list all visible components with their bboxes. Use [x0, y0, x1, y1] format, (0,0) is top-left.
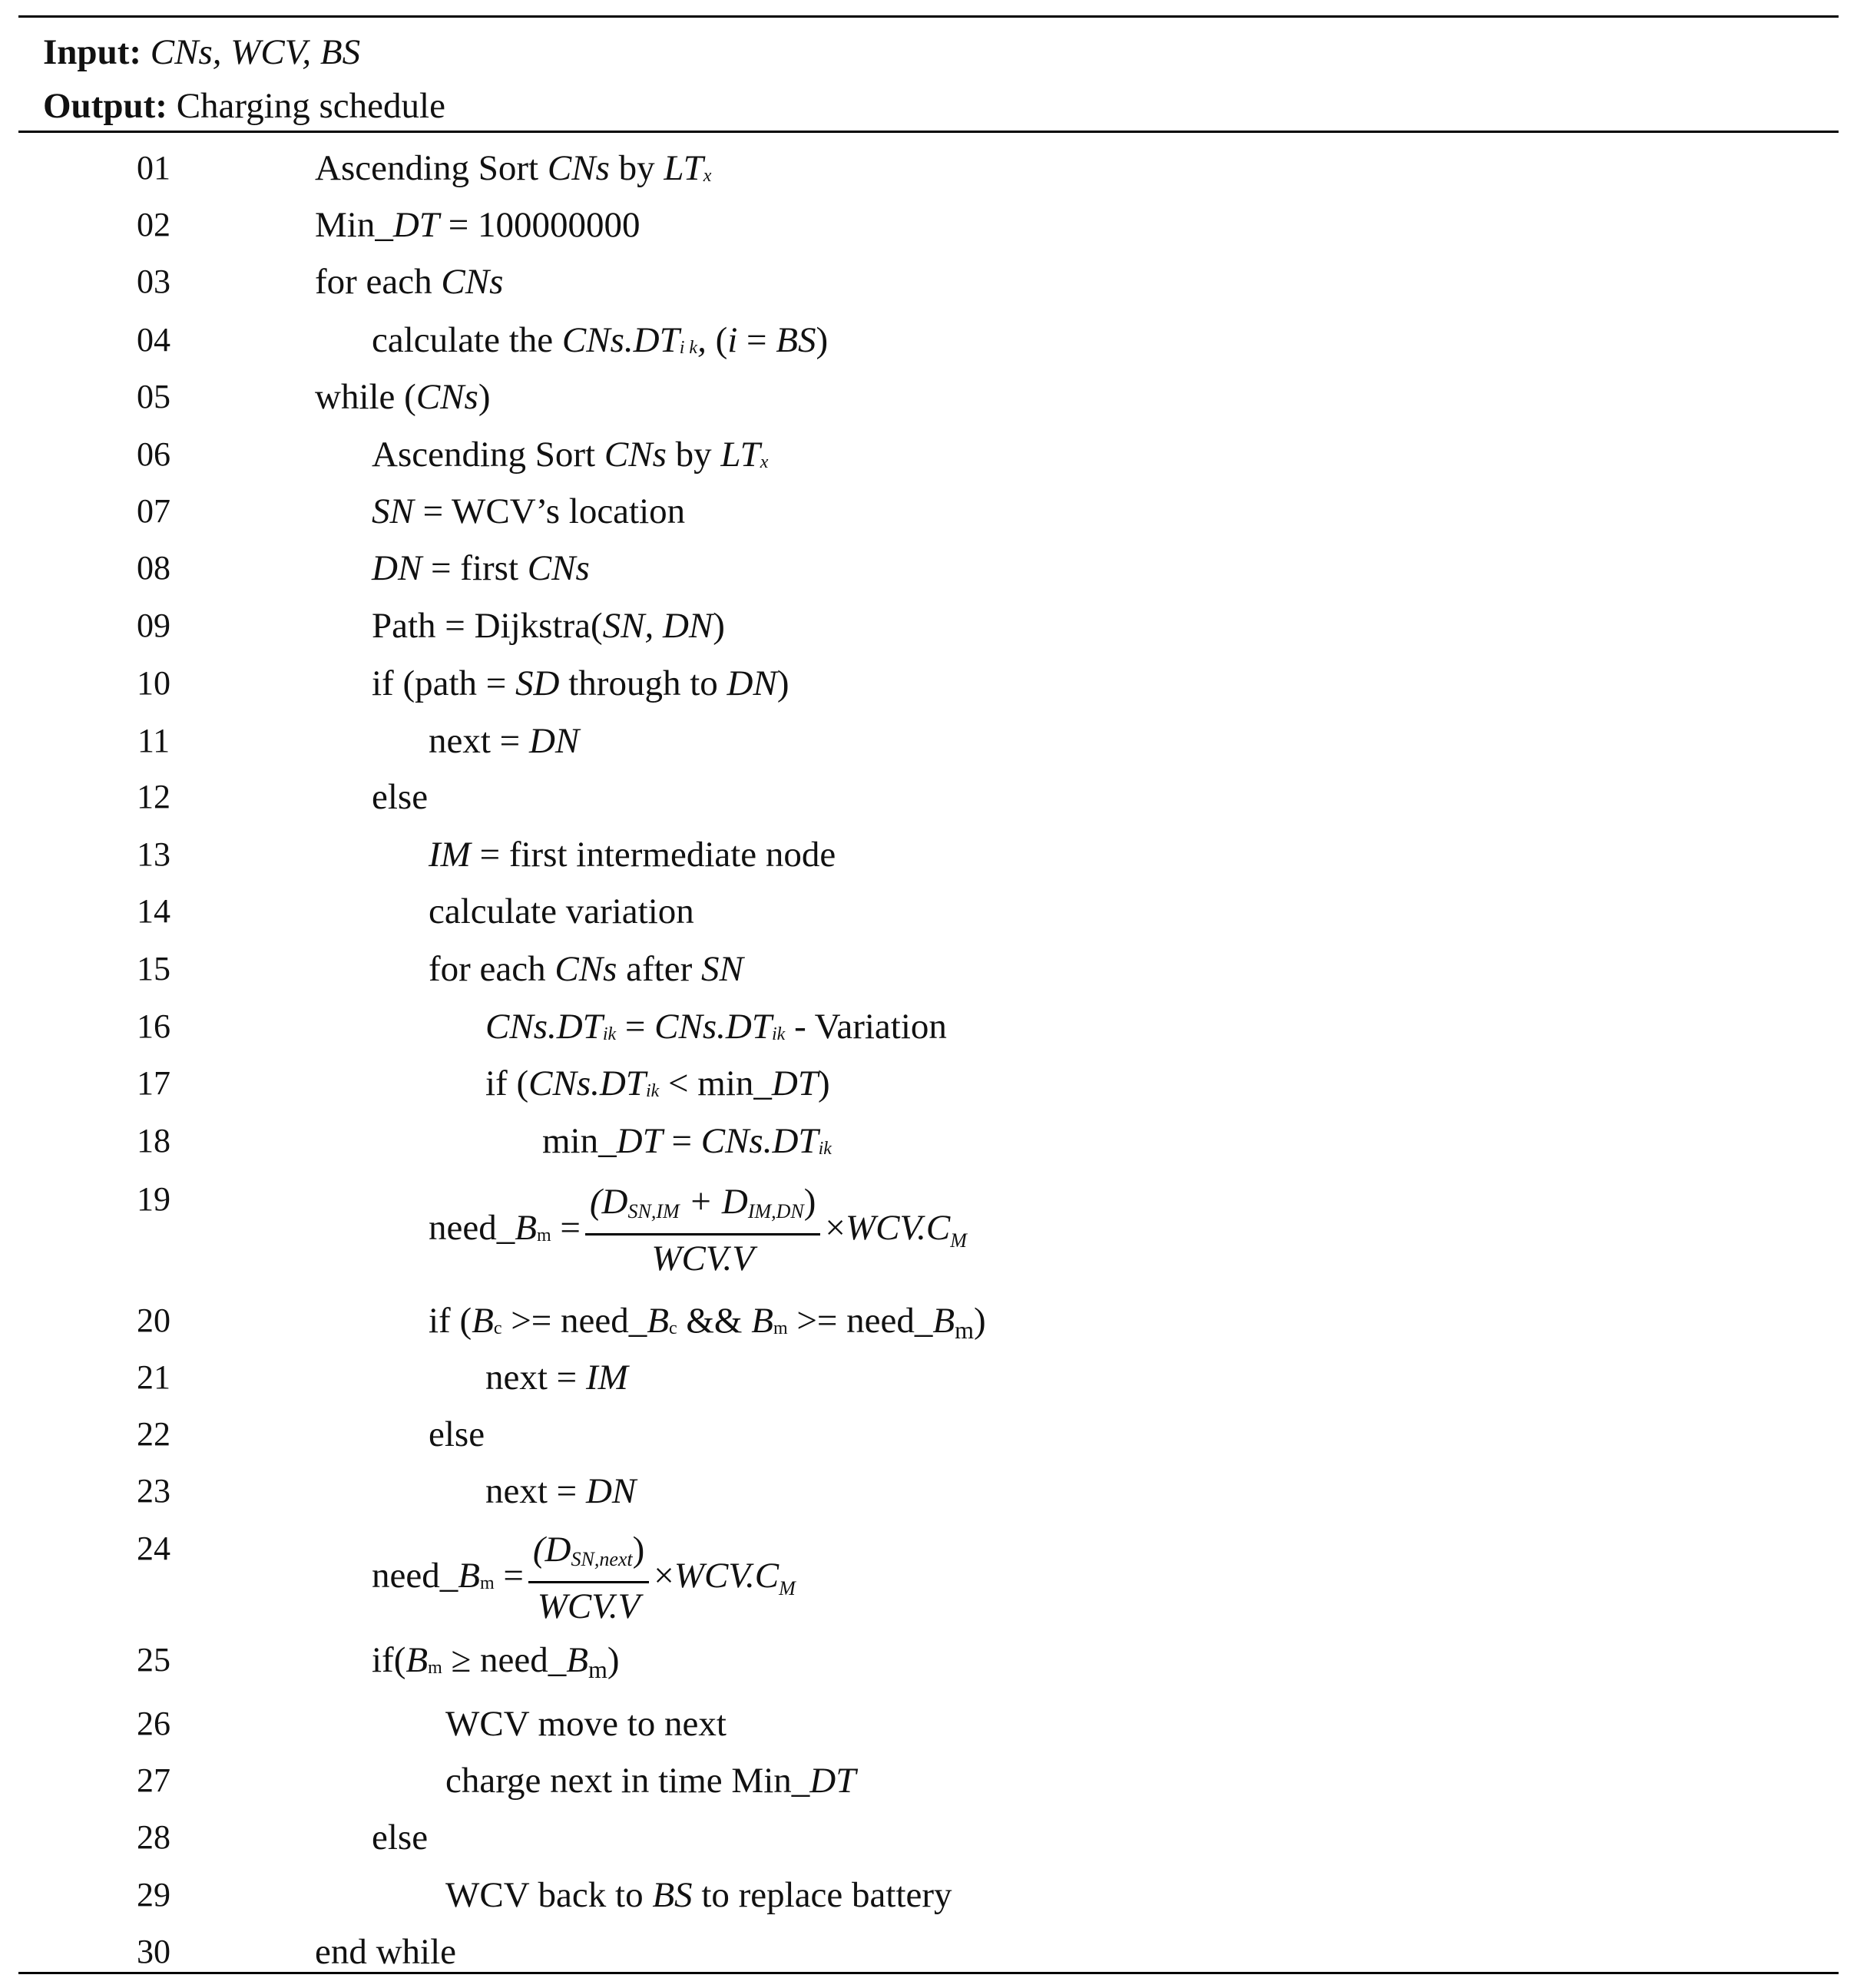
line-number: 16 [137, 1007, 170, 1045]
algorithm-line [0, 769, 1857, 825]
algorithm-line [0, 826, 1857, 883]
line-number: 11 [137, 722, 170, 759]
line-number: 19 [137, 1180, 170, 1218]
line-code: if (CNs.DTik < min_DT) [485, 1063, 830, 1103]
line-code: if (Bc >= need_Bc && Bm >= need_Bm) [429, 1301, 986, 1344]
line-code: else [372, 1818, 429, 1857]
line-code: if(Bm ≥ need_Bm) [372, 1640, 620, 1683]
line-number: 13 [137, 835, 170, 873]
line-code: Path = Dijkstra(SN, DN) [372, 606, 725, 646]
algorithm-line [0, 540, 1857, 597]
output-line [43, 83, 445, 129]
line-number: 22 [137, 1415, 170, 1453]
algorithm-line [0, 883, 1857, 940]
line-code: for each CNs [315, 262, 504, 302]
line-code: Ascending Sort CNs by LTx [315, 148, 712, 188]
algorithm-line [0, 426, 1857, 483]
line-number: 25 [137, 1641, 170, 1679]
algorithm-line [0, 1406, 1857, 1463]
algorithm-line [0, 253, 1857, 310]
line-code: Ascending Sort CNs by LTx [372, 435, 769, 475]
line-number: 02 [137, 206, 170, 243]
line-code: next = IM [485, 1358, 628, 1398]
line-code: while (CNs) [315, 377, 491, 417]
line-code: Min_DT = 100000000 [315, 205, 641, 245]
formula-need-bm: need_Bm = $\frac{\text{(DSN,IM + DIM,DN)}}{\text{WCV.V}}$ $\times WCV.C_M$ [429, 1180, 967, 1282]
algorithm-line [0, 1113, 1857, 1169]
line-code: SN = WCV’s location [372, 491, 686, 531]
formula-need-bm: need_Bm = $\frac{\text{(DSN,next)}}{\text{WCV.V}}$ $\times WCV.C_M$ [372, 1528, 796, 1629]
line-number: 05 [137, 378, 170, 415]
algorithm-line [0, 1292, 1857, 1349]
line-code: for each CNs after SN [429, 949, 743, 989]
algorithm-line [0, 483, 1857, 540]
line-number: 07 [137, 492, 170, 530]
line-code: IM = first intermediate node [429, 835, 836, 875]
top-rule [18, 15, 1839, 18]
algorithm-line [0, 140, 1857, 197]
algorithm-line [0, 1695, 1857, 1752]
line-code: if (path = SD through to DN) [372, 663, 789, 703]
line-code: calculate variation [429, 891, 694, 931]
algorithm-line [0, 597, 1857, 654]
line-number: 17 [137, 1064, 170, 1102]
algorithm-line [0, 1632, 1857, 1689]
output-value: Charging schedule [176, 86, 445, 126]
line-number: 01 [137, 149, 170, 187]
line-code: min_DT = CNs.DTik [542, 1121, 832, 1161]
line-code: charge next in time Min_DT [445, 1761, 856, 1801]
line-code: WCV move to next [445, 1704, 727, 1744]
line-number: 18 [137, 1122, 170, 1159]
output-label: Output: [43, 86, 167, 126]
algorithm-line [0, 941, 1857, 997]
algorithm-line [0, 1752, 1857, 1809]
algorithm-line [0, 998, 1857, 1055]
line-number: 09 [137, 607, 170, 644]
algorithm-line [0, 1349, 1857, 1406]
input-label: Input: [43, 32, 142, 72]
line-code: CNs.DTik = CNs.DTik - Variation [485, 1007, 947, 1047]
line-number: 14 [137, 892, 170, 930]
line-code: else [372, 777, 429, 817]
line-number: 15 [137, 950, 170, 987]
line-number: 24 [137, 1530, 170, 1567]
algorithm-line [0, 1809, 1857, 1866]
fraction: $\frac{\text{(DSN,IM + DIM,DN)}}{\text{WCV.V}}$ [585, 1180, 821, 1282]
algorithm-line [0, 1463, 1857, 1520]
algorithm-line [0, 369, 1857, 425]
line-number: 03 [137, 263, 170, 300]
algorithm-line [0, 197, 1857, 253]
line-code: end while [315, 1932, 457, 1972]
algorithm-line [0, 1055, 1857, 1112]
algorithm-line [0, 1171, 1857, 1286]
line-number: 08 [137, 549, 170, 587]
fraction: $\frac{\text{(DSN,next)}}{\text{WCV.V}}$ [528, 1528, 649, 1629]
bottom-rule [18, 1972, 1839, 1974]
line-number: 12 [137, 778, 170, 815]
line-code: next = DN [485, 1471, 637, 1511]
line-number: 27 [137, 1761, 170, 1799]
line-code: WCV back to BS to replace battery [445, 1875, 952, 1915]
input-line [43, 29, 360, 75]
line-code: next = DN [429, 721, 580, 761]
line-number: 29 [137, 1876, 170, 1914]
line-number: 23 [137, 1472, 170, 1510]
algorithm-line [0, 1520, 1857, 1636]
header-rule [18, 131, 1839, 133]
algorithm-line [0, 655, 1857, 712]
line-code: else [429, 1414, 485, 1454]
line-number: 10 [137, 664, 170, 702]
line-number: 20 [137, 1302, 170, 1339]
line-number: 28 [137, 1818, 170, 1856]
line-code: DN = first CNs [372, 548, 590, 588]
input-value: CNs, WCV, BS [150, 32, 361, 72]
line-number: 26 [137, 1705, 170, 1742]
algorithm-line [0, 713, 1857, 769]
line-number: 30 [137, 1933, 170, 1970]
line-number: 21 [137, 1358, 170, 1396]
line-code: calculate the CNs.DTi k, (i = BS) [372, 320, 829, 360]
algorithm-line [0, 1867, 1857, 1923]
line-number: 04 [137, 321, 170, 359]
algorithm-line [0, 312, 1857, 369]
line-number: 06 [137, 435, 170, 473]
